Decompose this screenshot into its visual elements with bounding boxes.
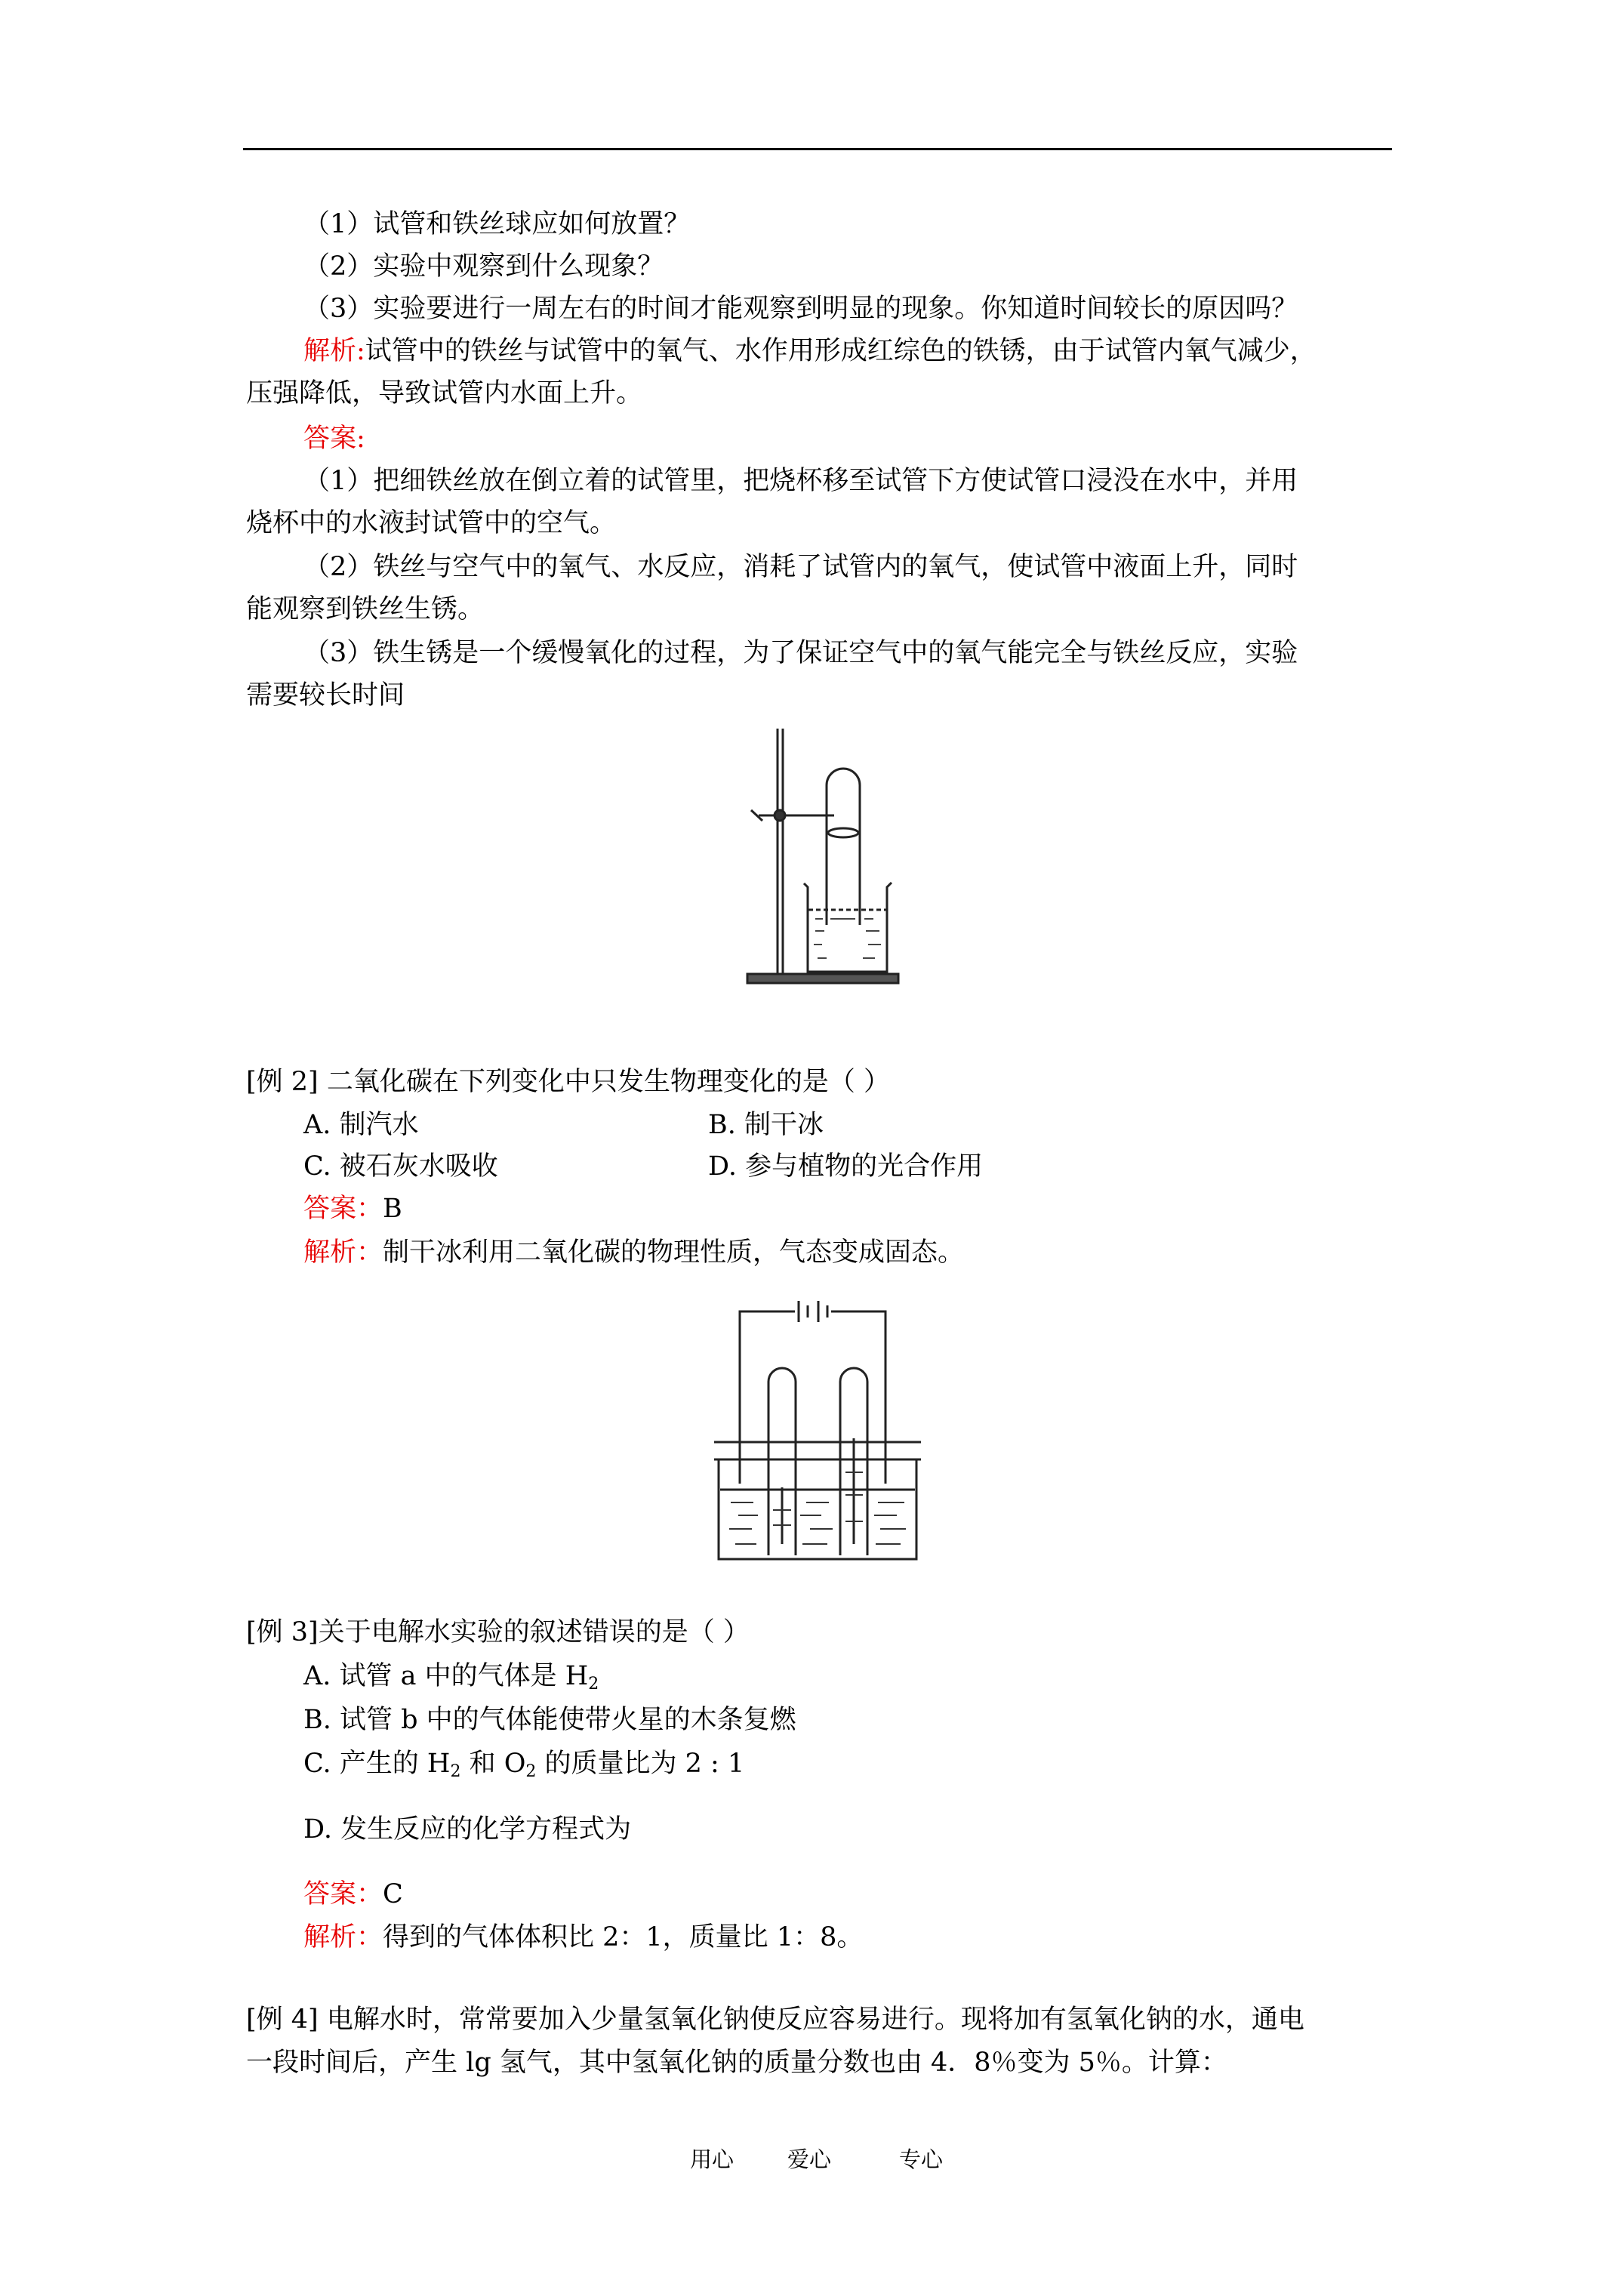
- example-3-option-d: D. 发生反应的化学方程式为: [303, 1814, 632, 1845]
- option-c-text-3: 的质量比为 2 : 1: [536, 1749, 745, 1779]
- answer-value: B: [383, 1194, 402, 1224]
- iron-rust-apparatus-figure: [736, 721, 913, 993]
- answer-label: 答案：: [303, 1194, 383, 1224]
- analysis-text: 试管中的铁丝与试管中的氧气、水作用形成红综色的铁锈，由于试管内氧气减少，: [365, 336, 1317, 366]
- example-3-option-b: B. 试管 b 中的气体能使带火星的木条复燃: [303, 1705, 796, 1735]
- footer-word-2: 爱心: [787, 2147, 832, 2172]
- sub-question-2: （2）实验中观察到什么现象？: [303, 251, 664, 282]
- example-2-option-a: A. 制汽水: [303, 1110, 419, 1140]
- example-3-option-c: [303, 1745, 744, 1783]
- sub-question-3: （3）实验要进行一周左右的时间才能观察到明显的现象。你知道时间较长的原因吗？: [303, 294, 1298, 324]
- answer-3-cont: 需要较长时间: [246, 680, 405, 710]
- option-c-subscript-2: 2: [525, 1762, 537, 1781]
- example-3-answer: [303, 1875, 403, 1913]
- sub-question-1: （1）试管和铁丝球应如何放置？: [303, 209, 691, 239]
- example-2-option-b: B. 制干冰: [708, 1110, 824, 1140]
- option-c-text-1: C. 产生的 H: [303, 1749, 451, 1779]
- analysis-label: 解析：: [303, 1237, 383, 1268]
- analysis-text-cont: 压强降低，导致试管内水面上升。: [246, 378, 643, 408]
- option-c-text-2: 和 O: [460, 1749, 526, 1779]
- answer-1-cont: 烧杯中的水液封试管中的空气。: [246, 508, 617, 538]
- example-2-analysis: [303, 1234, 964, 1271]
- example-2-answer: [303, 1190, 402, 1228]
- analysis-label: 解析：: [303, 1922, 383, 1952]
- answer-value: C: [383, 1879, 403, 1909]
- answer-label: 答案:: [303, 424, 365, 454]
- answer-2-cont: 能观察到铁丝生锈。: [246, 594, 485, 624]
- example-3-stem: [例 3]关于电解水实验的叙述错误的是（ ）: [246, 1617, 750, 1647]
- example-2-option-d: D. 参与植物的光合作用: [708, 1151, 984, 1182]
- example-2-option-c: C. 被石灰水吸收: [303, 1151, 498, 1182]
- answer-1: （1）把细铁丝放在倒立着的试管里，把烧杯移至试管下方使试管口浸没在水中，并用: [303, 466, 1298, 496]
- answer-2: （2）铁丝与空气中的氧气、水反应，消耗了试管内的氧气，使试管中液面上升，同时: [303, 552, 1298, 582]
- option-c-subscript-1: 2: [450, 1762, 461, 1781]
- answer-label: 答案：: [303, 1879, 383, 1909]
- example-3-option-a: [303, 1657, 599, 1695]
- answer-3: （3）铁生锈是一个缓慢氧化的过程，为了保证空气中的氧气能完全与铁丝反应，实验: [303, 638, 1298, 668]
- analysis-paragraph: [303, 332, 1317, 370]
- footer-word-1: 用心: [690, 2147, 735, 2172]
- electrolysis-apparatus-figure: [708, 1295, 927, 1563]
- example-2-stem: [例 2] 二氧化碳在下列变化中只发生物理变化的是（ ）: [246, 1067, 890, 1097]
- example-3-analysis: [303, 1918, 863, 1956]
- footer-word-3: 专心: [899, 2147, 944, 2172]
- example-4-stem: [例 4] 电解水时，常常要加入少量氢氧化钠使反应容易进行。现将加有氢氧化钠的水，通电: [246, 2005, 1304, 2035]
- option-a-subscript: 2: [588, 1675, 599, 1693]
- option-a-text: A. 试管 a 中的气体是 H: [303, 1661, 589, 1691]
- header-rule: [243, 148, 1392, 150]
- analysis-text: 制干冰利用二氧化碳的物理性质，气态变成固态。: [383, 1237, 965, 1268]
- analysis-label: 解析:: [303, 336, 365, 366]
- example-4-stem-cont: 一段时间后，产生 lg 氢气，其中氢氧化钠的质量分数也由 4．8％变为 5％。计算：: [246, 2048, 1227, 2078]
- analysis-text: 得到的气体体积比 2：1，质量比 1：8。: [383, 1922, 864, 1952]
